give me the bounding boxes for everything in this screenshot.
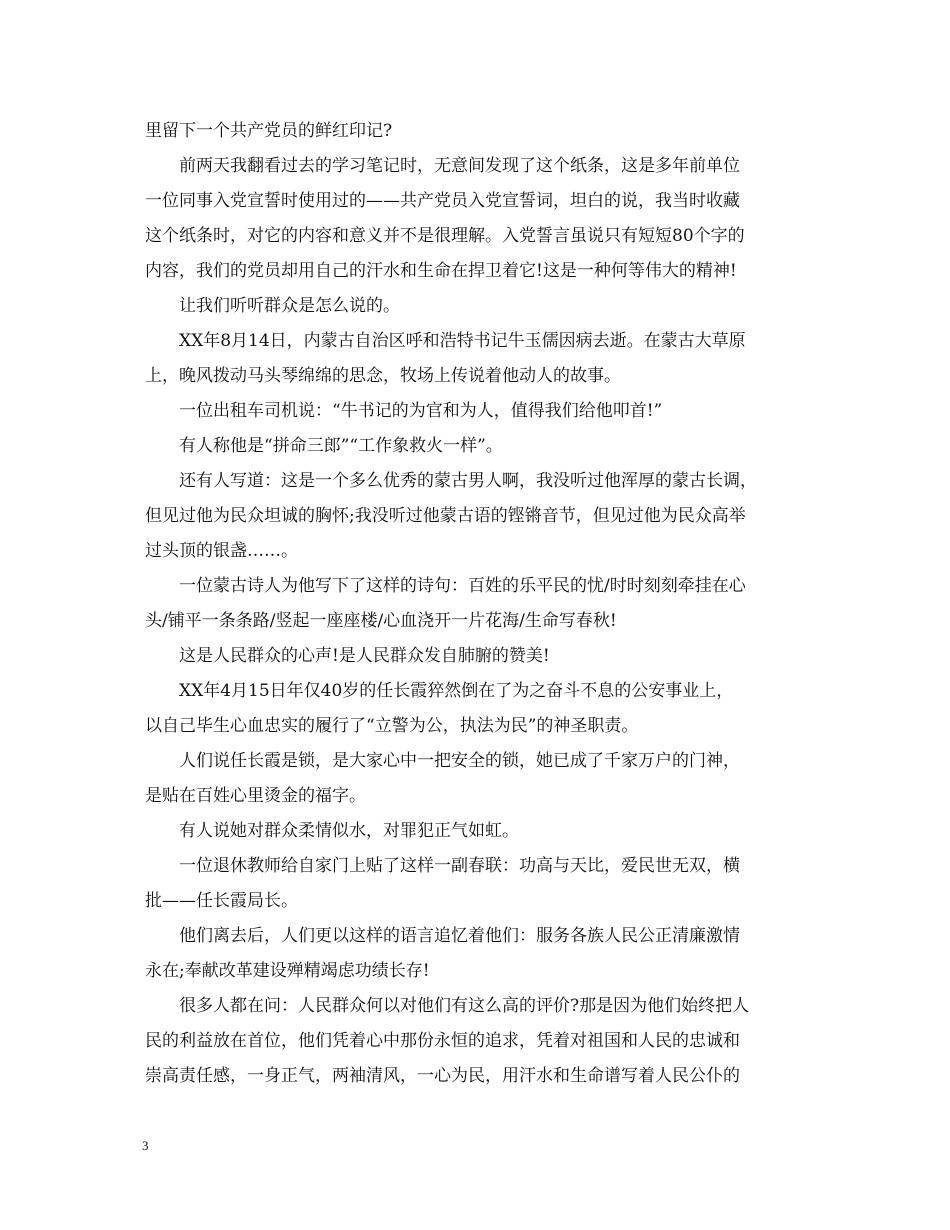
text-line: 里留下一个共产党员的鲜红印记?	[145, 121, 393, 141]
text-line: 上，晚风拨动马头琴绵绵的思念，牧场上传说着他动人的故事。	[145, 366, 621, 386]
text-line: 头/铺平一条条路/竖起一座座楼/心血浇开一片花海/生命写春秋!	[145, 611, 617, 631]
paragraph-start-line: 很多人都在问：人民群众何以对他们有这么高的评价?那是因为他们始终把人	[179, 996, 750, 1016]
paragraph-start-line: 一位退休教师给自家门上贴了这样一副春联：功高与天比，爱民世无双，横	[179, 856, 740, 876]
text-line: 但见过他为民众坦诚的胸怀;我没听过他蒙古语的铿锵音节，但见过他为民众高举	[145, 506, 746, 526]
paragraph-start-line: 人们说任长霞是锁，是大家心中一把安全的锁，她已成了千家万户的门神，	[179, 751, 740, 771]
text-line: 一位同事入党宣誓时使用过的——共产党员入党宣誓词，坦白的说，我当时收藏	[145, 191, 740, 211]
text-line: 内容，我们的党员却用自己的汗水和生命在捍卫着它!这是一种何等伟大的精神!	[145, 261, 737, 281]
paragraph-start-line: 还有人写道：这是一个多么优秀的蒙古男人啊，我没听过他浑厚的蒙古长调，	[179, 471, 757, 491]
text-line: 批——任长霞局长。	[145, 891, 298, 911]
paragraph-start-line: 这是人民群众的心声!是人民群众发自肺腑的赞美!	[179, 646, 550, 666]
body-text	[145, 114, 807, 1094]
paragraph-start-line: XX年8月14日，内蒙古自治区呼和浩特书记牛玉儒因病去逝。在蒙古大草原	[179, 331, 746, 351]
page-number: 3	[142, 1138, 149, 1153]
paragraph-start-line: 让我们听听群众是怎么说的。	[179, 296, 400, 316]
paragraph-start-line: 前两天我翻看过去的学习笔记时，无意间发现了这个纸条，这是多年前单位	[179, 156, 740, 176]
text-line: 是贴在百姓心里烫金的福字。	[145, 786, 366, 806]
text-line: 过头顶的银盏……。	[145, 541, 298, 561]
paragraph-start-line: 他们离去后，人们更以这样的语言追忆着他们：服务各族人民公正清廉激情	[179, 926, 740, 946]
text-line: 这个纸条时，对它的内容和意义并不是很理解。入党誓言虽说只有短短80个字的	[145, 226, 745, 246]
paragraph-start-line: 一位出租车司机说：“牛书记的为官和为人，值得我们给他叩首!”	[179, 401, 663, 421]
paragraph-start-line: XX年4月15日年仅40岁的任长霞猝然倒在了为之奋斗不息的公安事业上，	[179, 681, 734, 701]
text-line: 崇高责任感，一身正气，两袖清风，一心为民，用汗水和生命谱写着人民公仆的	[145, 1066, 740, 1086]
text-line: 以自己毕生心血忠实的履行了“立警为公，执法为民”的神圣职责。	[145, 716, 639, 736]
paragraph-start-line: 有人称他是“拼命三郎”“工作象救火一样”。	[179, 436, 503, 456]
text-line: 民的利益放在首位，他们凭着心中那份永恒的追求，凭着对祖国和人民的忠诚和	[145, 1031, 740, 1051]
text-line: 永在;奉献改革建设殚精竭虑功绩长存!	[145, 961, 430, 981]
paragraph-start-line: 有人说她对群众柔情似水，对罪犯正气如虹。	[179, 821, 519, 841]
paragraph-start-line: 一位蒙古诗人为他写下了这样的诗句：百姓的乐平民的忧/时时刻刻牵挂在心	[179, 576, 746, 596]
